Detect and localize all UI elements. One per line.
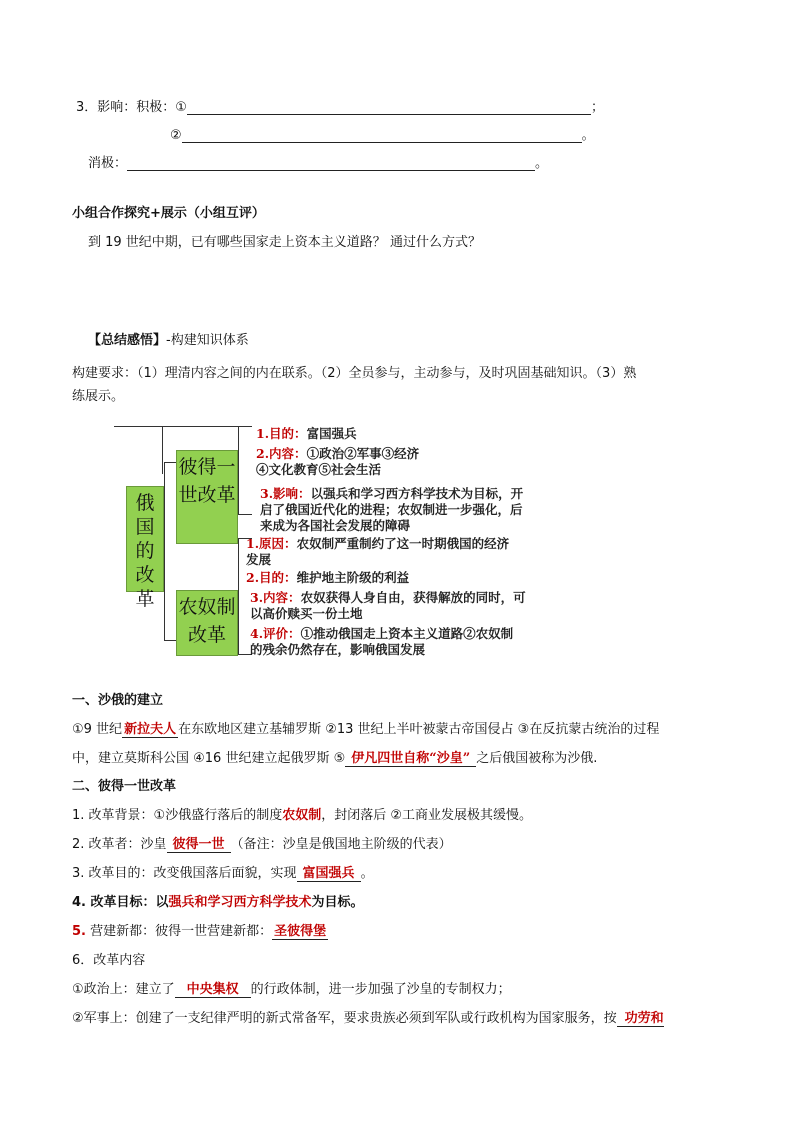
reform-politics: ①政治上：建立了 中央集权 的行政体制，进一步加强了沙皇的专制权力； xyxy=(72,982,511,997)
branch-peter-box: 彼得一世改革 xyxy=(176,450,238,544)
serf-content: 3.内容：农奴获得人身自由，获得解放的同时，可 xyxy=(250,590,526,605)
answer-blank-2[interactable] xyxy=(182,128,582,143)
peter-impact: 3.影响：以强兵和学习西方科学技术为目标，开 xyxy=(260,486,524,501)
summary-heading: 【总结感悟】-构建知识体系 xyxy=(88,333,249,348)
peter-goal: 1.目的：富国强兵 xyxy=(256,426,357,441)
answer-science: 强兵和学习西方科学技术 xyxy=(168,895,312,910)
peter-content-2: ④文化教育⑤社会生活 xyxy=(256,462,382,477)
answer-centralization: 中央集权 xyxy=(175,982,251,998)
answer-rich-strong: 富国强兵 xyxy=(297,866,361,882)
reform-background: 1. 改革背景：①沙俄盛行落后的制度农奴制，封闭落后 ②工商业发展极其缓慢。 xyxy=(72,808,533,823)
new-capital: 5. 营建新都：彼得一世营建新都： 圣彼得堡 xyxy=(72,924,327,939)
impact-line-3: 消极： 。 xyxy=(88,156,549,171)
root-box: 俄国的改革 xyxy=(126,486,164,592)
section1-para-1: ①9 世纪 新拉夫人 在东欧地区建立基辅罗斯 ②13 世纪上半叶被蒙古帝国侵占 ③在反抗蒙古统治的过程 xyxy=(72,722,660,737)
serf-content-2: 以高价赎买一份土地 xyxy=(250,606,363,621)
section1-para-2: 中，建立莫斯科公国 ④16 世纪建立起俄罗斯 ⑤ 伊凡四世自称“沙皇” 之后俄国被称为沙俄. xyxy=(72,751,598,766)
reform-military: ②军事上：创建了一支纪律严明的新式常备军，要求贵族必须到军队或行政机构为国家服务，按 功劳和 xyxy=(72,1011,664,1026)
summary-requirement-2: 练展示。 xyxy=(72,389,125,404)
summary-requirement-1: 构建要求：（1）理清内容之间的内在联系。（2）全员参与，主动参与，及时巩固基础知识。（3）熟 xyxy=(72,366,637,381)
knowledge-diagram xyxy=(114,420,674,660)
peter-impact-3: 来成为各国社会发展的障碍 xyxy=(260,518,411,533)
group-heading: 小组合作探究+展示（小组互评） xyxy=(72,206,265,221)
serf-cause: 1.原因：农奴制严重制约了这一时期俄国的经济 xyxy=(246,536,510,551)
answer-slavs: 新拉夫人 xyxy=(124,722,177,737)
serf-evaluation: 4.评价：①推动俄国走上资本主义道路②农奴制 xyxy=(250,626,514,641)
peter-impact-2: 启了俄国近代化的进程；农奴制进一步强化，后 xyxy=(260,502,523,517)
impact-positive-label: 3．影响：积极：① xyxy=(76,100,187,115)
answer-blank-1[interactable] xyxy=(187,100,591,115)
impact-negative-label: 消极： xyxy=(88,156,128,171)
serf-goal: 2.目的：维护地主阶级的利益 xyxy=(246,570,410,585)
answer-blank-3[interactable] xyxy=(127,156,535,171)
group-question: 到 19 世纪中期，已有哪些国家走上资本主义道路？ 通过什么方式？ xyxy=(88,235,481,250)
branch-serf-box: 农奴制改革 xyxy=(176,590,238,656)
reformer: 2. 改革者：沙皇 彼得一世 （备注：沙皇是俄国地主阶级的代表） xyxy=(72,837,452,852)
section1-title: 一、沙俄的建立 xyxy=(72,693,164,708)
reform-content-heading: 6．改革内容 xyxy=(72,953,146,968)
answer-ivan: 伊凡四世自称“沙皇” xyxy=(345,751,476,767)
serf-cause-2: 发展 xyxy=(246,552,272,567)
answer-merit: 功劳和 xyxy=(617,1011,664,1027)
answer-peter: 彼得一世 xyxy=(167,837,231,853)
peter-content: 2.内容：①政治②军事③经济 xyxy=(256,446,420,461)
impact-line-2: ② 。 xyxy=(170,128,595,143)
answer-st-petersburg: 圣彼得堡 xyxy=(274,924,327,939)
section2-title: 二、彼得一世改革 xyxy=(72,779,177,794)
impact-line-1: 3．影响：积极：① ； xyxy=(76,100,604,115)
reform-target: 4. 改革目标：以强兵和学习西方科学技术为目标。 xyxy=(72,895,364,910)
serf-evaluation-2: 的残余仍然存在，影响俄国发展 xyxy=(250,642,426,657)
reform-purpose: 3. 改革目的：改变俄国落后面貌，实现 富国强兵 。 xyxy=(72,866,374,881)
answer-serfdom: 农奴制 xyxy=(282,808,322,823)
